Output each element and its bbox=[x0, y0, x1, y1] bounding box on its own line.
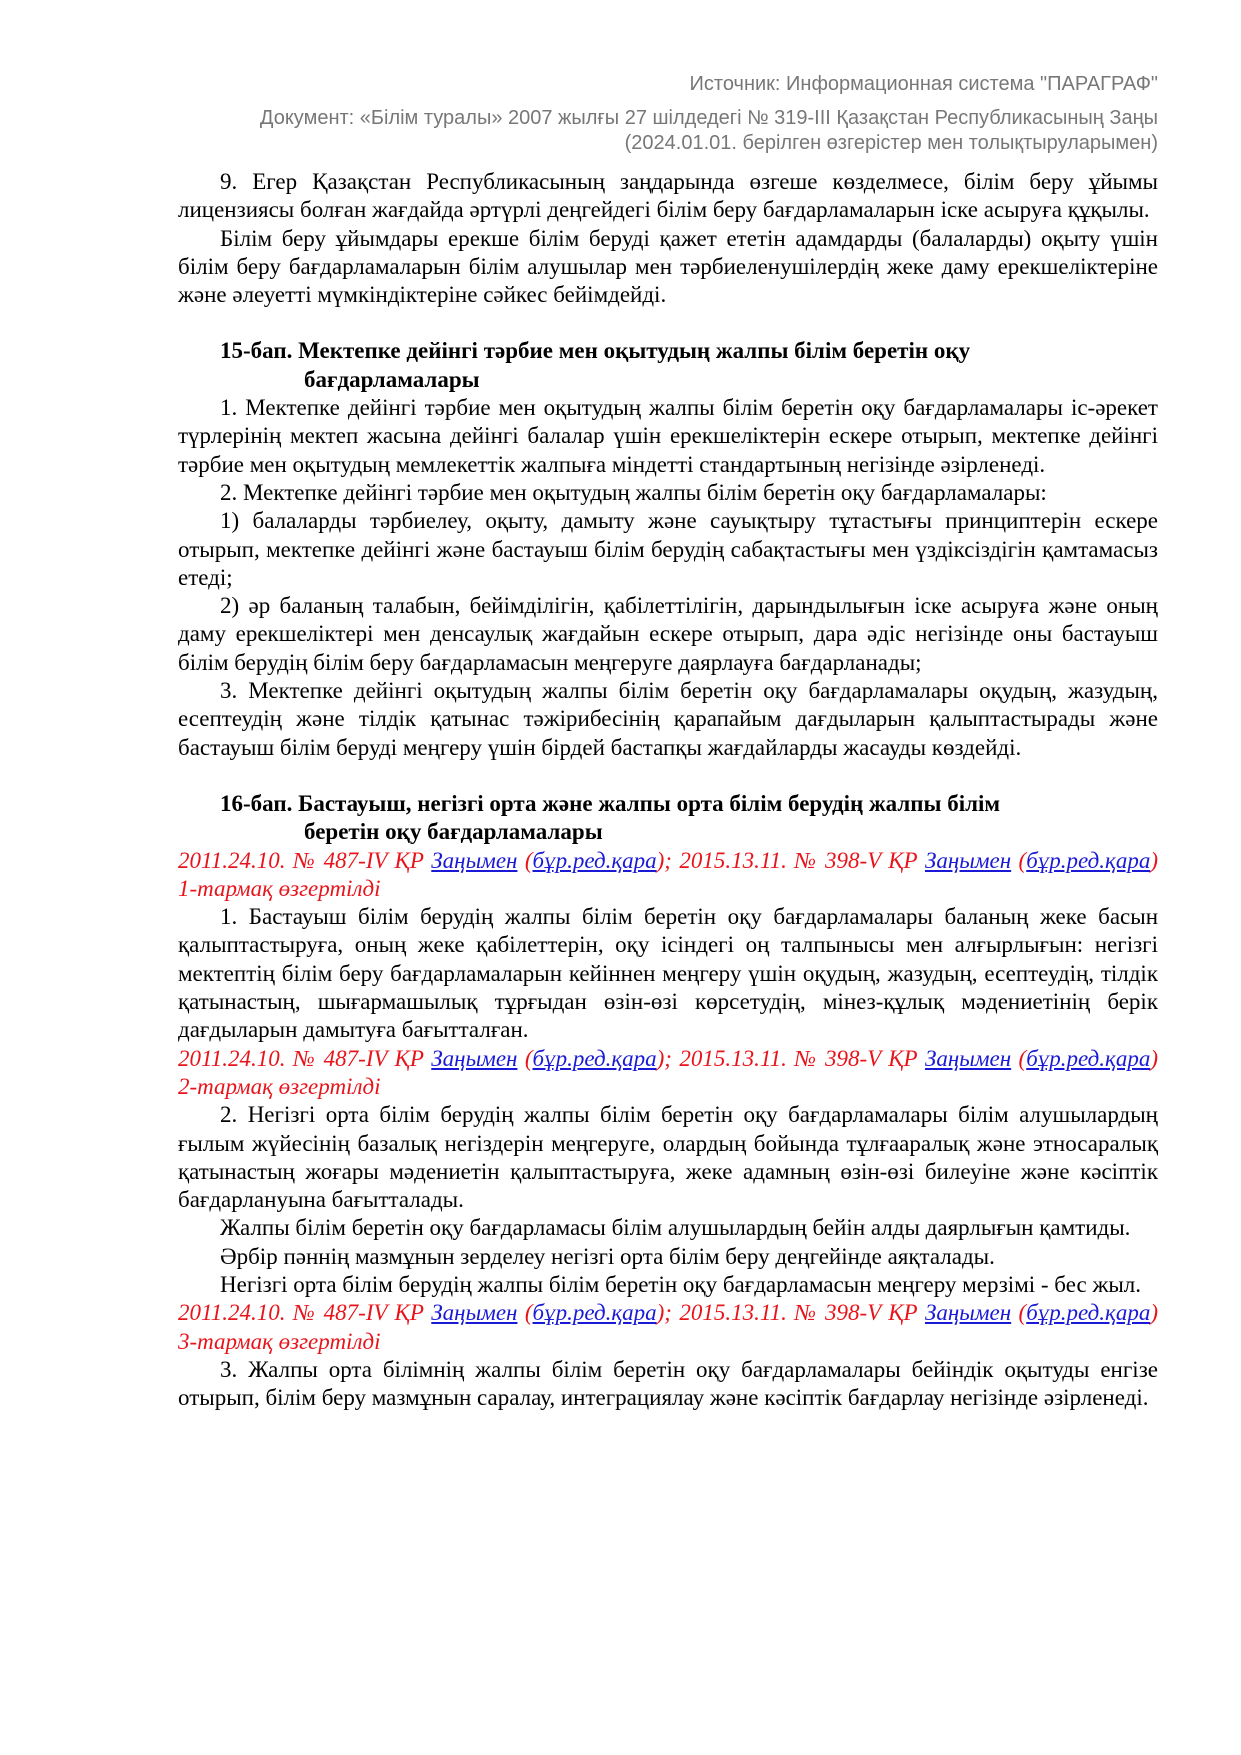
law-link[interactable]: Заңымен bbox=[924, 1300, 1012, 1326]
law-link[interactable]: Заңымен bbox=[431, 847, 518, 873]
article-title-line-1: 16-бап. Бастауыш, негізгі орта және жалпы орта білім берудің жалпы білім bbox=[220, 790, 1001, 816]
article-16-title bbox=[178, 790, 1158, 847]
paragraph: 2. Мектепке дейінгі тәрбие мен оқытудың жалпы білім беретін оқу бағдарламалары: bbox=[220, 479, 1047, 505]
page-header bbox=[158, 72, 1158, 156]
source-line: Источник: Информационная система "ПАРАГРАФ" bbox=[689, 73, 1158, 95]
amendment-note-2 bbox=[178, 1045, 1158, 1102]
article-title-line-2: беретін оқу бағдарламалары bbox=[304, 819, 603, 845]
paragraph: 2) әр баланың талабын, бейімділігін, қабілеттілігін, дарындылығын іске асыруға және оның даму ерекшеліктері мен денсаулық жағдайын ескере отырып, дара әдіс негізінде оны бастауыш білім берудің білім беру бағдарламасын меңгеруге даярлауға бағдарланады; bbox=[178, 593, 1158, 675]
document-title-line-1: Документ: «Білім туралы» 2007 жылғы 27 шілдедегі № 319-III Қазақстан Республикасының Заңы bbox=[259, 107, 1158, 129]
previous-edition-link[interactable]: бұр.ред.қара bbox=[1026, 847, 1151, 873]
law-link[interactable]: Заңымен bbox=[431, 1300, 518, 1326]
law-link[interactable]: Заңымен bbox=[924, 1045, 1012, 1071]
spacer bbox=[178, 309, 1158, 337]
amendment-note-1 bbox=[178, 847, 1158, 904]
amendment-text: ) 3-тармақ өзгертілді bbox=[178, 1300, 1158, 1354]
amendment-text: ); 2015.13.11. № 398-V ҚР bbox=[656, 847, 925, 873]
previous-edition-link[interactable]: бұр.ред.қара bbox=[1026, 1300, 1151, 1326]
paragraph: Білім беру ұйымдары ерекше білім беруді қажет ететін адамдарды (балаларды) оқыту үшін білім беру бағдарламаларын білім алушылар мен тәрбиеленушілердің жеке даму ерекшеліктеріне және әлеуетті мүмкіндіктеріне сәйкес бейімдейді. bbox=[178, 225, 1158, 308]
previous-edition-link[interactable]: бұр.ред.қара bbox=[1026, 1045, 1151, 1071]
article-15-title bbox=[178, 337, 1158, 394]
amendment-text: ( bbox=[517, 1045, 533, 1071]
amendment-text: ) 2-тармақ өзгертілді bbox=[178, 1045, 1158, 1099]
amendment-text: ( bbox=[517, 1300, 533, 1326]
amendment-text: ( bbox=[1018, 1300, 1027, 1326]
paragraph: Негізгі орта білім берудің жалпы білім беретін оқу бағдарламасын меңгеру мерзімі - бес жыл. bbox=[220, 1271, 1142, 1297]
document-title-line-2: (2024.01.01. берілген өзгерістер мен толықтыруларымен) bbox=[624, 132, 1158, 154]
previous-edition-link[interactable]: бұр.ред.қара bbox=[532, 1045, 657, 1071]
document-body bbox=[178, 168, 1158, 1412]
article-title-line-1: 15-бап. Мектепке дейінгі тәрбие мен оқытудың жалпы білім беретін оқу bbox=[220, 338, 971, 364]
previous-edition-link[interactable]: бұр.ред.қара bbox=[532, 847, 657, 873]
paragraph: 9. Егер Қазақстан Республикасының заңдарында өзгеше көзделмесе, білім беру ұйымы лицензиясы болған жағдайда әртүрлі деңгейдегі білім беру бағдарламаларын іске асыруға құқылы. bbox=[178, 169, 1158, 223]
article-title-line-2: бағдарламалары bbox=[304, 366, 480, 392]
amendment-note-3 bbox=[178, 1299, 1158, 1356]
paragraph: Жалпы білім беретін оқу бағдарламасы білім алушылардың бейін алды даярлығын қамтиды. bbox=[220, 1215, 1131, 1241]
paragraph: 3. Мектепке дейінгі оқытудың жалпы білім беретін оқу бағдарламалары оқудың, жазудың, есептеудің және тілдік қатынас тәжірибесінің қарапайым дағдыларын қалыптастырады және бастауыш білім беруді меңгеру үшін бірдей бастапқы жағдайларды жасауды көздейді. bbox=[178, 678, 1158, 760]
law-link[interactable]: Заңымен bbox=[431, 1045, 518, 1071]
paragraph: 1. Бастауыш білім берудің жалпы білім беретін оқу бағдарламалары баланың жеке басын қалыптастыруға, оның жеке қабілеттерін, оқу ісіндегі оң талпынысы мен алғырлығын: негізгі мектептің білім беру бағдарламаларын кейіннен меңгеру үшін оқудың, жазудың, есептеудің, тілдік қатынастың, шығармашылық тұрғыдан өзін-өзі көрсетудің, мінез-құлық мәдениетінің берік дағдыларын дамытуға бағытталған. bbox=[178, 904, 1158, 1043]
paragraph: 1. Мектепке дейінгі тәрбие мен оқытудың жалпы білім беретін оқу бағдарламалары іс-әрекет түрлерінің мектеп жасына дейінгі балалар үшін ерекшеліктерін ескере отырып, мектепке дейінгі тәрбие мен оқытудың мемлекеттік жалпыға міндетті стандартының негізінде әзірленеді. bbox=[178, 395, 1158, 477]
previous-edition-link[interactable]: бұр.ред.қара bbox=[532, 1300, 657, 1326]
paragraph: 3. Жалпы орта білімнің жалпы білім беретін оқу бағдарламалары бейіндік оқытуды енгізе отырып, білім беру мазмұнын саралау, интеграциялау және кәсіптік бағдарлау негізінде әзірленеді. bbox=[178, 1356, 1158, 1411]
paragraph: 2. Негізгі орта білім берудің жалпы білім беретін оқу бағдарламалары білім алушылардың ғылым жүйесінің базалық негіздерін меңгеруге, олардың бойында тұлғааралық және этносаралық қатынастың жоғары мәдениетін қалыптастыруға, жеке адамның өзін-өзі билеуіне және кәсіптік бағдарлануына бағытталады. bbox=[178, 1102, 1158, 1213]
amendment-text: ( bbox=[517, 847, 533, 873]
amendment-text: ); 2015.13.11. № 398-V ҚР bbox=[656, 1045, 925, 1071]
paragraph: 1) балаларды тәрбиелеу, оқыту, дамыту және сауықтыру тұтастығы принциптерін ескере отырып, мектепке дейінгі және бастауыш білім берудің сабақтастығы мен үздіксіздігін қамтамасыз етеді; bbox=[178, 508, 1158, 590]
amendment-text: 2011.24.10. № 487-IV ҚР bbox=[178, 1045, 432, 1071]
amendment-text: 2011.24.10. № 487-IV ҚР bbox=[178, 847, 432, 873]
law-link[interactable]: Заңымен bbox=[924, 847, 1012, 873]
amendment-text: ); 2015.13.11. № 398-V ҚР bbox=[656, 1300, 925, 1326]
spacer bbox=[178, 762, 1158, 790]
amendment-text: 2011.24.10. № 487-IV ҚР bbox=[178, 1300, 432, 1326]
amendment-text: ) 1-тармақ өзгертілді bbox=[178, 847, 1158, 901]
amendment-text: ( bbox=[1018, 1045, 1027, 1071]
amendment-text: ( bbox=[1018, 847, 1027, 873]
paragraph: Әрбір пәннің мазмұнын зерделеу негізгі орта білім беру деңгейінде аяқталады. bbox=[220, 1243, 995, 1269]
